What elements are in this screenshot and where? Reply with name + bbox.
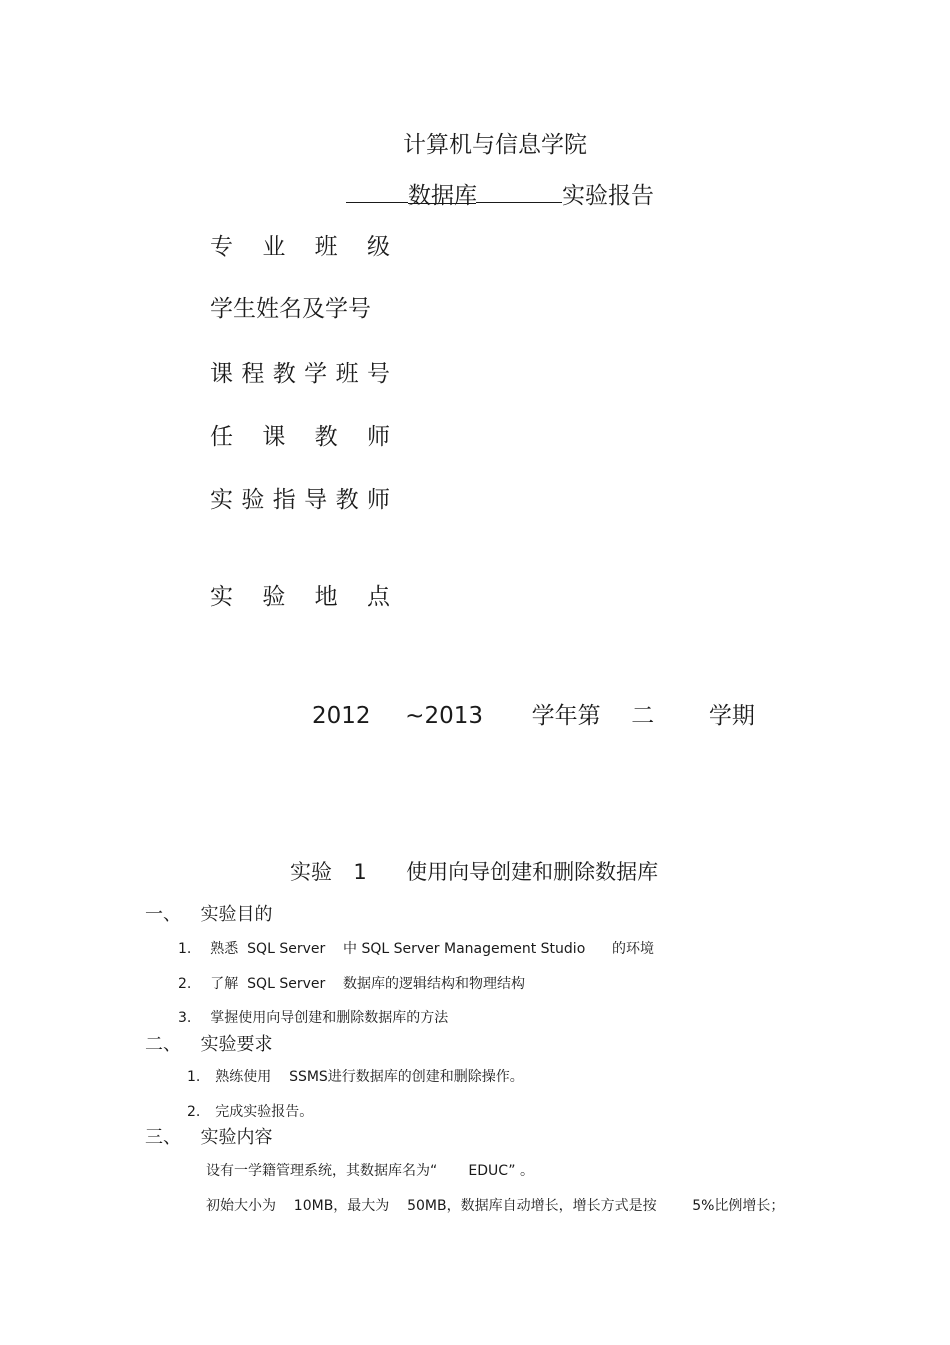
term-year-end: ~2013 bbox=[405, 703, 483, 729]
report-suffix: 实验报告 bbox=[562, 183, 654, 209]
underline-left bbox=[346, 176, 408, 203]
item-text: 熟悉 SQL Server 中 SQL Server Management Studio 的环境 bbox=[210, 941, 654, 957]
experiment-title-prefix: 实验 bbox=[290, 860, 332, 884]
item-number: 2. bbox=[187, 1104, 201, 1120]
field-lab-location: 实 验 地 点 bbox=[210, 584, 390, 610]
item-text: 完成实验报告。 bbox=[215, 1104, 314, 1120]
section-mark: 一、 bbox=[145, 904, 181, 925]
content-paragraph: 设有一学籍管理系统，其数据库名为“ EDUC” 。 bbox=[206, 1163, 535, 1179]
list-item bbox=[178, 938, 654, 958]
field-teacher: 任 课 教 师 bbox=[210, 424, 390, 450]
section-heading bbox=[145, 900, 272, 926]
experiment-number: 1 bbox=[353, 860, 367, 884]
list-item bbox=[178, 973, 525, 993]
term-line bbox=[312, 697, 755, 730]
list-item bbox=[178, 1007, 448, 1027]
field-lab-instructor: 实 验 指 导 教 师 bbox=[210, 487, 390, 513]
section-title: 实验要求 bbox=[200, 1034, 273, 1055]
list-item bbox=[187, 1066, 524, 1086]
item-number: 3. bbox=[178, 1010, 192, 1026]
section-mark: 三、 bbox=[145, 1127, 181, 1148]
item-text: 了解 SQL Server 数据库的逻辑结构和物理结构 bbox=[210, 976, 526, 992]
experiment-title-text: 使用向导创建和删除数据库 bbox=[406, 860, 659, 884]
item-number: 1. bbox=[187, 1069, 201, 1085]
item-text: 掌握使用向导创建和删除数据库的方法 bbox=[210, 1010, 449, 1026]
course-name: 数据库 bbox=[408, 177, 476, 204]
underline-right bbox=[476, 176, 562, 203]
field-student-name-id: 学生姓名及学号 bbox=[210, 296, 371, 322]
field-major-class: 专 业 班 级 bbox=[210, 234, 390, 260]
field-course-class-no: 课 程 教 学 班 号 bbox=[210, 361, 390, 387]
school-title: 计算机与信息学院 bbox=[403, 132, 587, 158]
term-label-b: 学期 bbox=[708, 703, 755, 729]
term-year-start: 2012 bbox=[312, 703, 371, 729]
section-mark: 二、 bbox=[145, 1034, 181, 1055]
experiment-title bbox=[290, 856, 658, 886]
term-label-a: 学年第 bbox=[531, 703, 601, 729]
item-number: 2. bbox=[178, 976, 192, 992]
term-number: 二 bbox=[631, 703, 655, 729]
section-title: 实验目的 bbox=[200, 904, 273, 925]
section-heading bbox=[145, 1123, 272, 1149]
section-title: 实验内容 bbox=[200, 1127, 273, 1148]
report-title bbox=[346, 176, 654, 210]
content-paragraph: 初始大小为 10MB，最大为 50MB，数据库自动增长，增长方式是按 5%比例增长； bbox=[206, 1198, 785, 1214]
section-heading bbox=[145, 1030, 272, 1056]
item-text: 熟练使用 SSMS进行数据库的创建和删除操作。 bbox=[215, 1069, 524, 1085]
item-number: 1. bbox=[178, 941, 192, 957]
list-item bbox=[187, 1101, 313, 1121]
